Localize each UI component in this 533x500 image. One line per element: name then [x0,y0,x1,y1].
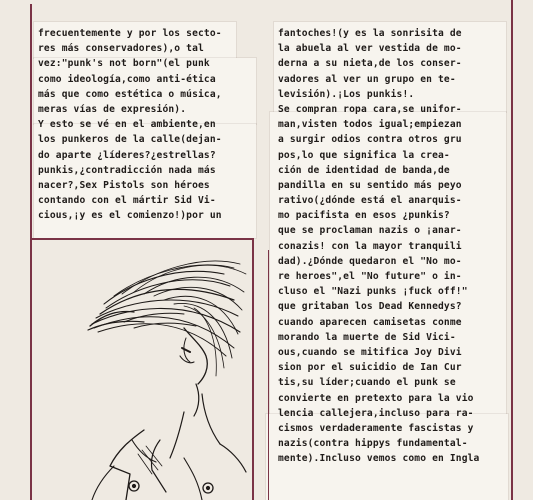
text-line: pos,lo que significa la crea- [278,149,450,161]
text-line: la abuela al ver vestida de mo- [278,43,462,55]
text-line: cismos verdaderamente fascistas y [278,422,474,434]
text-line: los punkeros de la calle(dejan- [38,134,222,146]
text-line: mente).Incluso vemos como en Ingla [278,453,480,465]
text-line: cious,¡y es el comienzo!)por un [38,210,222,222]
frame-line [252,240,254,500]
text-line: do aparte ¿líderes?¿estrellas? [38,149,216,161]
text-line: res más conservadores),o tal [38,43,204,55]
frame-line [30,238,254,240]
text-line: cluso el "Nazi punks ¡fuck off!" [278,286,468,298]
frame-line [268,250,269,500]
text-line: derna a su nieta,de los conser- [278,58,462,70]
text-line: mo pacifista en esos ¿punkis? [278,210,450,222]
left-text-column [38,26,222,223]
text-line: punkis,¿contradicción nada más [38,164,216,176]
frame-line [511,0,513,500]
text-line: que se proclaman nazis o ¡anar- [278,225,462,237]
text-line: frecuentemente y por los secto- [38,28,222,39]
text-line: fantoches!(y es la sonrisita de [278,28,462,39]
text-line: dad).¿Dónde quedaron el "No mo- [278,255,462,267]
text-line: pandilla en su sentido más peyo [278,179,462,191]
text-line: convierte en pretexto para la vio [278,392,474,404]
text-line: nacer?,Sex Pistols son héroes [38,179,210,191]
frame-line [30,4,32,500]
text-line: que gritaban los Dead Kennedys? [278,301,462,313]
text-line: lencia callejera,incluso para ra- [278,407,474,419]
text-line: man,visten todos igual;empiezan [278,119,462,131]
text-line: vadores al ver un grupo en te- [278,73,456,85]
text-line: sion por el suicidio de Ian Cur [278,362,462,374]
text-line: cuando aparecen camisetas conme [278,316,462,328]
right-text-column [278,26,479,466]
text-line: contando con el mártir Sid Vi- [38,195,216,207]
text-line: ous,cuando se mitifica Joy Divi [278,346,462,358]
text-line: levisión).¡Los punkis!. [278,88,415,100]
text-line: como ideología,como anti-ética [38,73,216,85]
text-line: rativo(¿dónde está el anarquis- [278,195,462,207]
text-line: Se compran ropa cara,se unifor- [278,103,462,115]
text-line: meras vías de expresión). [38,103,187,115]
text-line: conazis! con la mayor tranquili [278,240,462,252]
text-line: morando la muerte de Sid Vici- [278,331,456,343]
text-line: vez:"punk's not born"(el punk [38,58,210,70]
text-line: Y esto se vé en el ambiente,en [38,119,216,131]
ink-sketch-figure [34,244,249,500]
text-line: nazis(contra hippys fundamental- [278,438,468,450]
text-line: re heroes",el "No future" o in- [278,271,462,282]
text-line: más que como estética o música, [38,88,222,100]
text-line: ción de identidad de banda,de [278,164,450,176]
text-line: tis,su líder;cuando el punk se [278,377,456,389]
text-line: a surgir odios contra otros gru [278,134,462,146]
